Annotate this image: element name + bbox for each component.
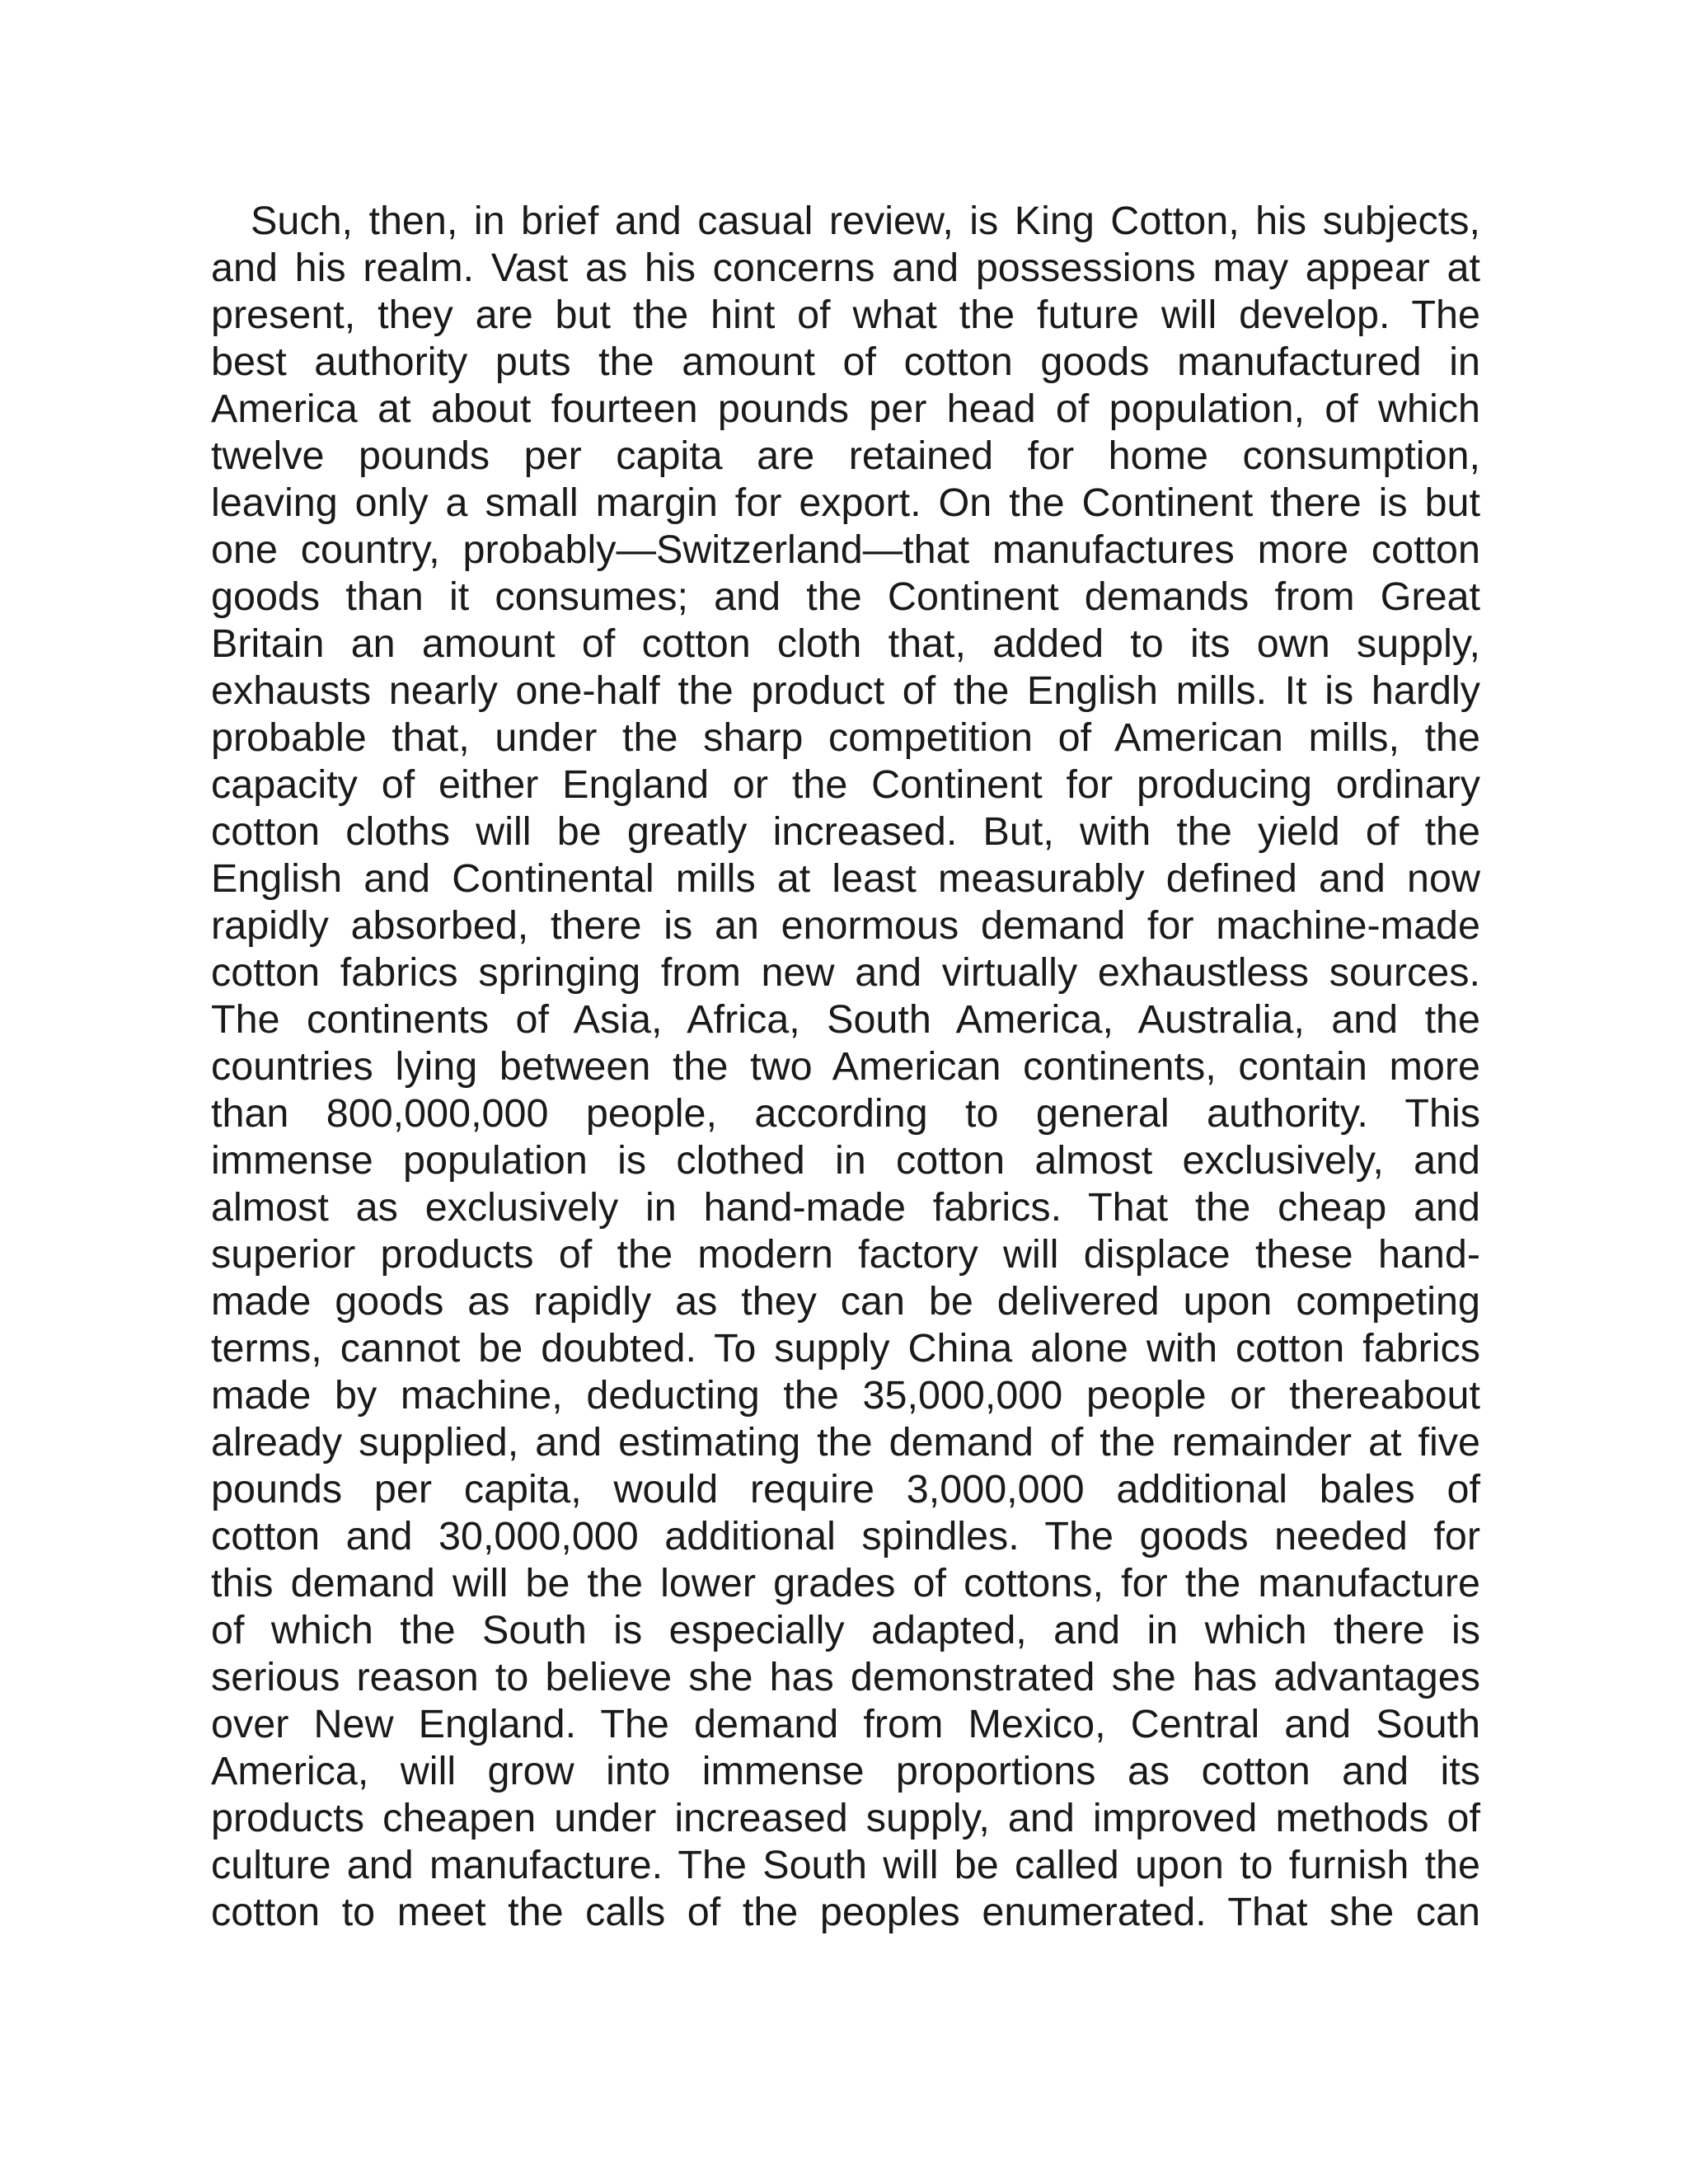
- text-line: English and Continental mills at least measurably defined and now: [211, 856, 1480, 901]
- text-line: serious reason to believe she has demonstrated she has advantages: [211, 1655, 1480, 1699]
- text-line: of which the South is especially adapted, and in which there is: [211, 1608, 1480, 1652]
- text-line: present, they are but the hint of what the future will develop. The: [211, 293, 1480, 337]
- text-line: best authority puts the amount of cotton goods manufactured in: [211, 340, 1480, 384]
- text-line: and his realm. Vast as his concerns and possessions may appear at: [211, 246, 1480, 290]
- text-line: rapidly absorbed, there is an enormous demand for machine-made: [211, 903, 1480, 948]
- text-line: cotton cloths will be greatly increased. But, with the yield of the: [211, 809, 1480, 854]
- text-line: made goods as rapidly as they can be delivered upon competing: [211, 1279, 1480, 1324]
- text-line: Such, then, in brief and casual review, is King Cotton, his subjects,: [251, 199, 1480, 243]
- text-line: twelve pounds per capita are retained for home consumption,: [211, 434, 1480, 478]
- text-line: than 800,000,000 people, according to general authority. This: [211, 1091, 1480, 1136]
- text-line: almost as exclusively in hand-made fabrics. That the cheap and: [211, 1185, 1480, 1230]
- text-line: America at about fourteen pounds per head of population, of which: [211, 387, 1480, 431]
- text-line: over New England. The demand from Mexico, Central and South: [211, 1702, 1480, 1746]
- text-line: America, will grow into immense proportions as cotton and its: [211, 1749, 1480, 1793]
- text-line: probable that, under the sharp competition of American mills, the: [211, 715, 1480, 760]
- text-line: this demand will be the lower grades of cottons, for the manufacture: [211, 1561, 1480, 1605]
- text-line: Britain an amount of cotton cloth that, added to its own supply,: [211, 621, 1480, 666]
- text-line: leaving only a small margin for export. On the Continent there is but: [211, 480, 1480, 525]
- text-line: one country, probably—Switzerland—that manufactures more cotton: [211, 527, 1480, 572]
- text-line: made by machine, deducting the 35,000,000 people or thereabout: [211, 1373, 1480, 1418]
- text-line: capacity of either England or the Continent for producing ordinary: [211, 762, 1480, 807]
- text-line: already supplied, and estimating the demand of the remainder at five: [211, 1420, 1480, 1465]
- text-line: products cheapen under increased supply, and improved methods of: [211, 1796, 1480, 1840]
- text-line: superior products of the modern factory will displace these hand-: [211, 1232, 1480, 1277]
- text-line: goods than it consumes; and the Continent demands from Great: [211, 574, 1480, 619]
- body-paragraph: [211, 198, 1480, 1936]
- text-line: terms, cannot be doubted. To supply China alone with cotton fabrics: [211, 1326, 1480, 1371]
- text-line: immense population is clothed in cotton almost exclusively, and: [211, 1138, 1480, 1183]
- text-line: exhausts nearly one-half the product of the English mills. It is hardly: [211, 668, 1480, 713]
- text-line: cotton fabrics springing from new and virtually exhaustless sources.: [211, 950, 1480, 995]
- text-line: pounds per capita, would require 3,000,000 additional bales of: [211, 1467, 1480, 1511]
- text-line: culture and manufacture. The South will be called upon to furnish the: [211, 1843, 1480, 1887]
- text-line: cotton and 30,000,000 additional spindles. The goods needed for: [211, 1514, 1480, 1558]
- text-line: The continents of Asia, Africa, South America, Australia, and the: [211, 997, 1480, 1042]
- text-line: cotton to meet the calls of the peoples enumerated. That she can: [211, 1890, 1480, 1934]
- text-line: countries lying between the two American continents, contain more: [211, 1044, 1480, 1089]
